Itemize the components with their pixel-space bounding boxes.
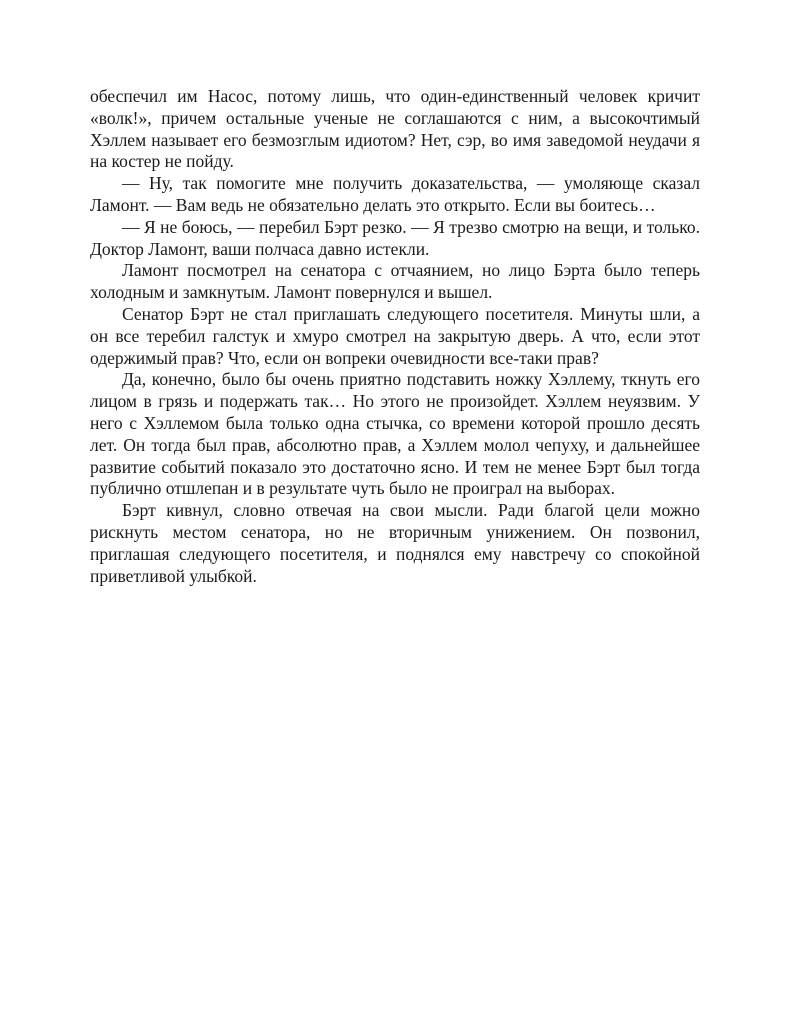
paragraph: обеспечил им Насос, потому лишь, что один-единственный человек кричит «волк!», причем остальные ученые не соглашаются с ним, а высокочтимый Хэллем называет его безмозглым идиотом? Нет, сэр, во имя заведомой неудачи я на костер не пойду. xyxy=(90,86,700,172)
paragraph: Сенатор Бэрт не стал приглашать следующего посетителя. Минуты шли, а он все теребил галстук и хмуро смотрел на закрытую дверь. А что, если этот одержимый прав? Что, если он вопреки очевидности все-таки прав? xyxy=(90,303,700,368)
text-column xyxy=(90,86,700,587)
paragraph: Да, конечно, было бы очень приятно подставить ножку Хэллему, ткнуть его лицом в грязь и подержать так… Но этого не произойдет. Хэллем неуязвим. У него с Хэллемом была только одна стычка, со времени которой прошло десять лет. Он тогда был прав, абсолютно прав, а Хэллем молол чепуху, и дальнейшее развитие событий показало это достаточно ясно. И тем не менее Бэрт был тогда публично отшлепан и в результате чуть было не проиграл на выборах. xyxy=(90,369,700,499)
paragraph: — Ну, так помогите мне получить доказательства, — умоляюще сказал Ламонт. — Вам ведь не обязательно делать это открыто. Если вы боитесь… xyxy=(90,173,700,215)
paragraph: Бэрт кивнул, словно отвечая на свои мысли. Ради благой цели можно рискнуть местом сенатора, но не вторичным унижением. Он позвонил, приглашая следующего посетителя, и поднялся ему навстречу со спокойной приветливой улыбкой. xyxy=(90,500,700,586)
paragraph: — Я не боюсь, — перебил Бэрт резко. — Я трезво смотрю на вещи, и только. Доктор Ламонт, ваши полчаса давно истекли. xyxy=(90,216,700,259)
paragraph: Ламонт посмотрел на сенатора с отчаянием, но лицо Бэрта было теперь холодным и замкнутым. Ламонт повернулся и вышел. xyxy=(90,260,700,303)
